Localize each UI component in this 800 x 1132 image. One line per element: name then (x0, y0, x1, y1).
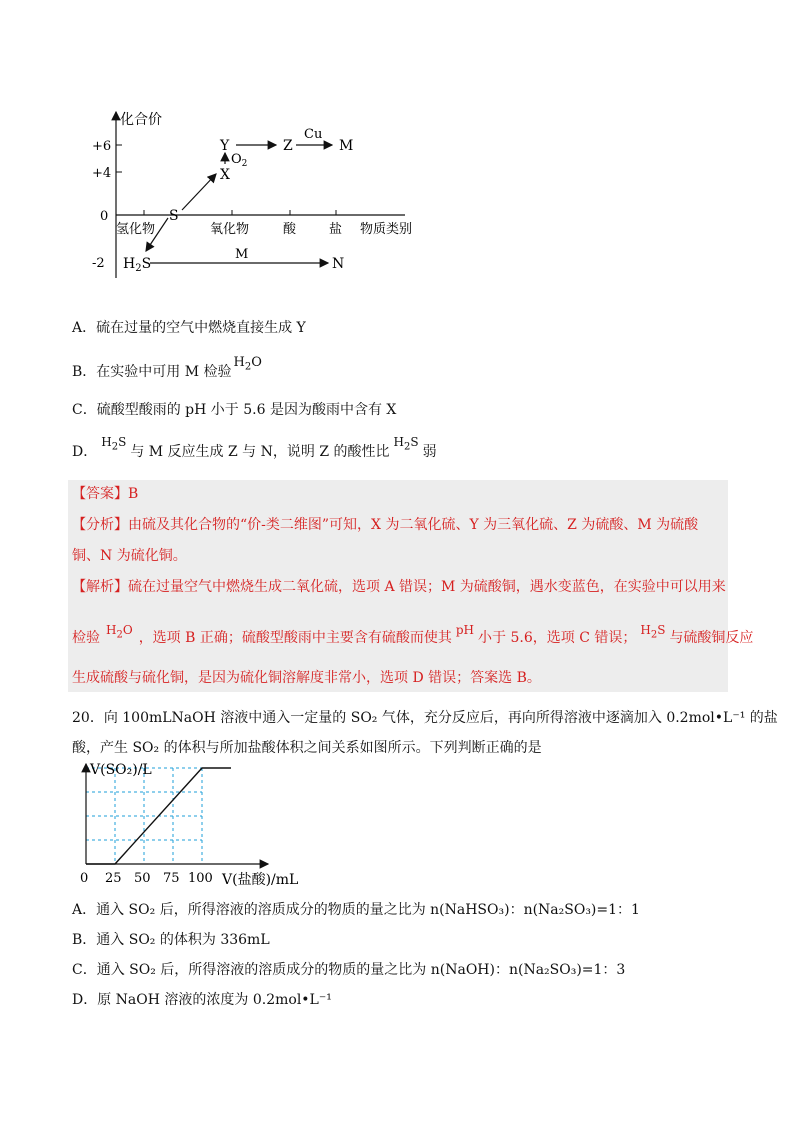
q20-option-c: C．通入 SO₂ 后，所得溶液的溶质成分的物质的量之比为 n(NaOH)：n(Na₂SO₃)=1：3 (72, 962, 626, 978)
chart-series-line (86, 768, 231, 864)
label-o2: $O_2$ (231, 152, 248, 169)
explain-line-1: 【解析】硫在过量空气中燃烧生成二氧化硫，选项 A 错误；M 为硫酸铜，遇水变蓝色，在实验中可以用来 (72, 579, 726, 595)
q20-option-b: B．通入 SO₂ 的体积为 336mL (72, 932, 270, 948)
explain-text-c: 小于 5.6，选项 C 错误； (478, 630, 637, 646)
x-category-oxide: 氧化物 (210, 222, 250, 237)
label-m-reagent: M (235, 247, 249, 262)
answer-line: 【答案】B (72, 486, 139, 502)
x-category-acid: 酸 (283, 222, 297, 237)
formula-ph: pH (455, 623, 475, 637)
chart-x-tick-label: 100 (188, 871, 213, 886)
formula-h2s-red: $H_2S$ (640, 623, 666, 641)
q19-option-b-text: B．在实验中可用 M 检验 (72, 364, 232, 380)
arrow-s-to-x (182, 174, 216, 210)
formula-h2s-1: $H_2S$ (101, 435, 127, 453)
explain-line-2 (72, 623, 754, 653)
q19-option-c: C．硫酸型酸雨的 pH 小于 5.6 是因为酸雨中含有 X (72, 402, 397, 418)
explain-text-a: 检验 (72, 630, 100, 646)
q19-option-a: A．硫在过量的空气中燃烧直接生成 Y (72, 320, 306, 336)
y-tick-plus6: +6 (92, 139, 112, 154)
node-z: Z (283, 138, 293, 154)
node-m: M (339, 138, 354, 154)
y-tick-zero: 0 (100, 209, 109, 224)
explain-text-d: 与硫酸铜反应 (669, 630, 754, 646)
formula-h2s-2: $H_2S$ (393, 435, 419, 453)
node-y: Y (220, 138, 230, 154)
explain-line-3: 生成硫酸与硫化铜，是因为硫化铜溶解度非常小，选项 D 错误；答案选 B。 (72, 670, 541, 686)
q19-option-d-prefix: D． (72, 444, 98, 460)
formula-h2o: $H_2O$ (233, 355, 262, 373)
x-category-salt: 盐 (329, 222, 343, 237)
q19-option-d-middle: 与 M 反应生成 Z 与 N，说明 Z 的酸性比 (130, 444, 390, 460)
chart-tick-labels (80, 871, 213, 886)
q20-option-a: A．通入 SO₂ 后，所得溶液的溶质成分的物质的量之比为 n(NaHSO₃)：n(Na₂SO₃)=1：1 (72, 902, 640, 918)
y-tick-plus4: +4 (92, 166, 112, 181)
chart-x-tick-label: 25 (105, 871, 122, 886)
y-tick-minus2: -2 (92, 256, 105, 271)
node-n: N (332, 256, 345, 272)
explain-text-b: ，选项 B 正确；硫酸型酸雨中主要含有硫酸而使其 (138, 630, 452, 646)
analysis-line-2: 铜、N 为硫化铜。 (72, 548, 187, 564)
label-cu: Cu (304, 127, 323, 142)
chart-grid (86, 768, 202, 864)
so2-volume-chart (72, 758, 312, 890)
q20-stem-line-2: 酸，产生 SO₂ 的体积与所加盐酸体积之间关系如图所示。下列判断正确的是 (72, 740, 542, 756)
chart-x-tick-label: 0 (80, 871, 89, 886)
chart-x-label: V(盐酸)/mL (222, 872, 299, 888)
node-x: X (220, 167, 230, 183)
q19-option-b (72, 355, 262, 388)
q19-option-d (72, 435, 437, 467)
q20-stem-line-1: 20．向 100mLNaOH 溶液中通入一定量的 SO₂ 气体，充分反应后，再向所得溶液中逐滴加入 0.2mol•L⁻¹ 的盐 (72, 710, 778, 726)
valence-class-diagram (80, 108, 440, 283)
formula-h2o-red: $H_2O$ (106, 623, 133, 641)
chart-x-tick-label: 75 (163, 871, 180, 886)
x-category-hydride: 氢化物 (116, 222, 156, 237)
chart-y-label: V(SO₂)/L (90, 762, 152, 778)
q20-option-d: D．原 NaOH 溶液的浓度为 0.2mol•L⁻¹ (72, 992, 332, 1008)
q19-option-d-suffix: 弱 (422, 444, 437, 460)
x-axis-label: 物质类别 (360, 222, 413, 237)
y-axis-label: 化合价 (120, 112, 162, 128)
node-h2s: $H_2S$ (123, 256, 152, 274)
analysis-line-1: 【分析】由硫及其化合物的“价-类二维图”可知，X 为二氧化硫、Y 为三氧化硫、Z 为硫酸、M 为硫酸 (72, 517, 699, 533)
node-s: S (169, 208, 179, 224)
chart-x-tick-label: 50 (134, 871, 151, 886)
